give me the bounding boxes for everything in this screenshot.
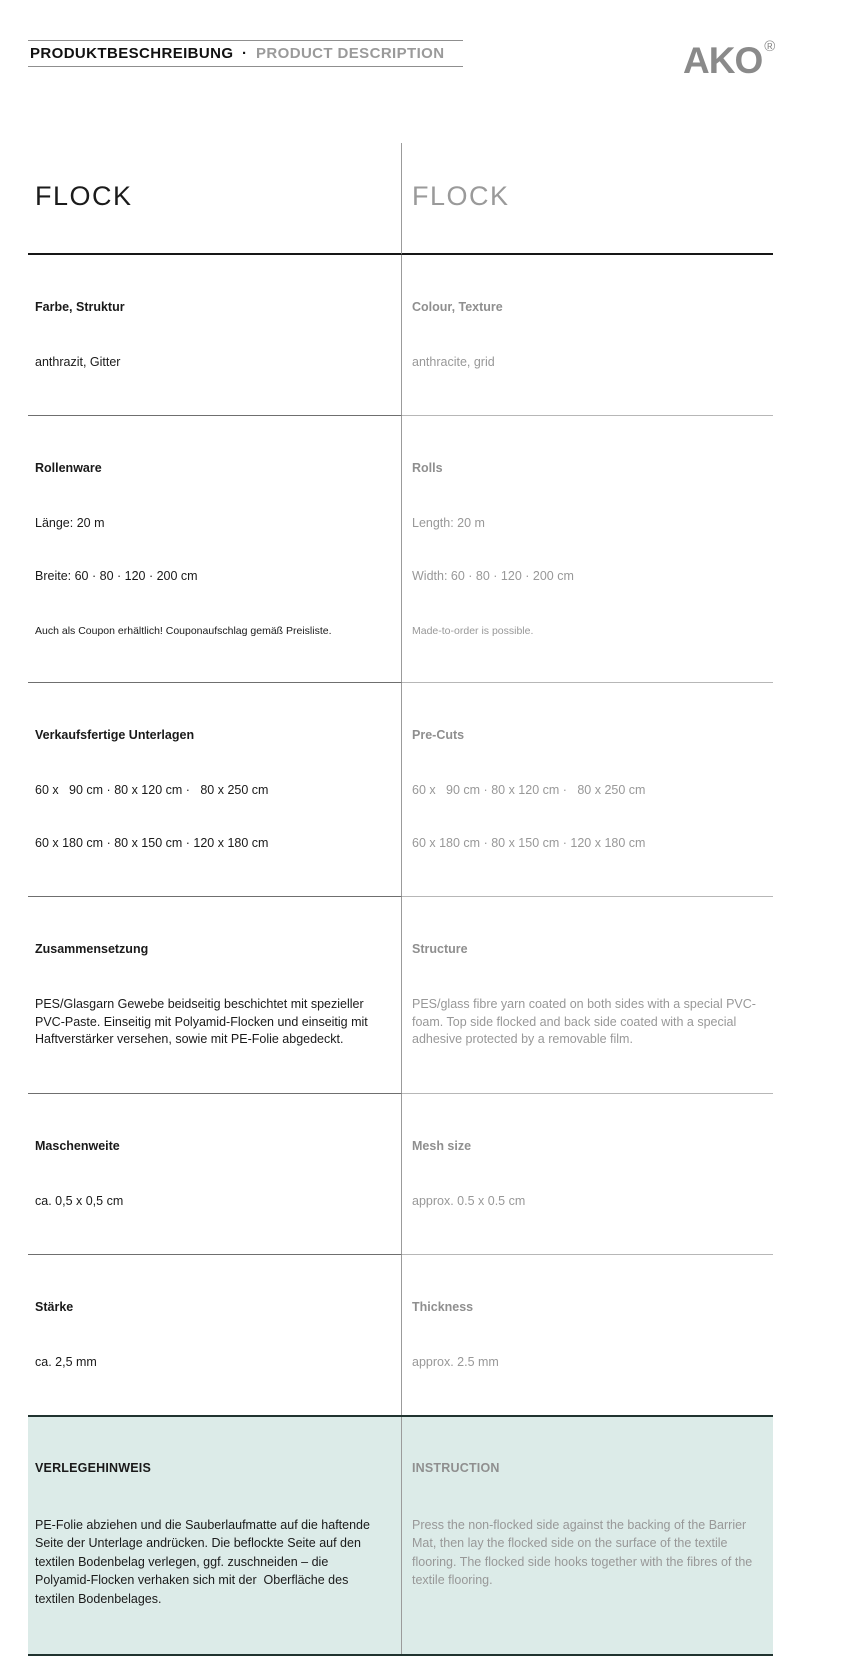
product-title-cell-en	[402, 143, 773, 255]
colour-texture-de	[28, 255, 402, 416]
product-title-german: FLOCK	[35, 181, 385, 211]
section-colour-texture	[28, 255, 773, 416]
structure-en	[402, 897, 773, 1094]
mesh-size-en	[402, 1094, 773, 1255]
instruction-heading: VERLEGEHINWEIS	[35, 1461, 385, 1475]
section-mesh-size	[28, 1094, 773, 1255]
structure-de	[28, 897, 402, 1094]
section-heading: Verkaufsfertige Unterlagen	[35, 727, 385, 743]
structure-description: PES/Glasgarn Gewebe beidseitig beschichtet mit spezieller PVC-Paste. Einseitig mit Polyamid-Flocken und einseitig mit Haftverstärker versehen, sowie mit PE-Folie abgedeckt.	[35, 996, 385, 1049]
pre-cuts-en	[402, 683, 773, 897]
structure-description: PES/glass fibre yarn coated on both sides with a special PVC-foam. Top side flocked and back side coated with a special adhesive protected by a removable film.	[412, 996, 771, 1049]
brand-logo	[683, 38, 775, 79]
mesh-size-value: approx. 0.5 x 0.5 cm	[412, 1193, 771, 1210]
page-title-english: PRODUCT DESCRIPTION	[256, 45, 444, 62]
section-heading: Rolls	[412, 460, 771, 476]
mesh-size-de	[28, 1094, 402, 1255]
instruction-text: PE-Folie abziehen und die Sauberlaufmatte auf die haftende Seite der Unterlage andrücken. Die beflockte Seite auf den textilen Bodenbelag verlegen, ggf. zuschneiden – die Polyamid-Flocken verhaken sich mit der Oberfläche des textilen Bodenbelages.	[35, 1516, 385, 1609]
thickness-de	[28, 1255, 402, 1415]
section-heading: Thickness	[412, 1299, 771, 1315]
mesh-size-value: ca. 0,5 x 0,5 cm	[35, 1193, 385, 1210]
roll-length: Length: 20 m	[412, 515, 771, 532]
section-heading: Mesh size	[412, 1138, 771, 1154]
section-heading: Structure	[412, 941, 771, 957]
rolls-de	[28, 416, 402, 683]
section-pre-cuts	[28, 683, 773, 897]
section-structure	[28, 897, 773, 1094]
thickness-value: approx. 2.5 mm	[412, 1354, 771, 1371]
coupon-note: Auch als Coupon erhältlich! Couponaufschlag gemäß Preisliste.	[35, 624, 385, 638]
product-title-english: FLOCK	[412, 181, 771, 211]
page-header	[28, 40, 463, 67]
instruction-highlight-row	[28, 1415, 773, 1656]
section-value: anthrazit, Gitter	[35, 354, 385, 371]
pre-cut-sizes-line2: 60 x 180 cm · 80 x 150 cm · 120 x 180 cm	[35, 835, 385, 852]
thickness-value: ca. 2,5 mm	[35, 1354, 385, 1371]
section-heading: Colour, Texture	[412, 299, 771, 315]
roll-length: Länge: 20 m	[35, 515, 385, 532]
product-title-cell-de	[28, 143, 402, 255]
instruction-heading: INSTRUCTION	[412, 1461, 767, 1475]
colour-texture-en	[402, 255, 773, 416]
roll-widths: Breite: 60 · 80 · 120 · 200 cm	[35, 568, 385, 585]
section-heading: Stärke	[35, 1299, 385, 1315]
section-heading: Pre-Cuts	[412, 727, 771, 743]
section-heading: Rollenware	[35, 460, 385, 476]
pre-cut-sizes-line1: 60 x 90 cm · 80 x 120 cm · 80 x 250 cm	[412, 782, 771, 799]
instruction-en	[402, 1417, 773, 1655]
thickness-en	[402, 1255, 773, 1415]
pre-cuts-de	[28, 683, 402, 897]
page-title	[30, 45, 463, 62]
product-title-row	[28, 143, 773, 255]
page-title-german: PRODUKTBESCHREIBUNG	[30, 45, 233, 62]
pre-cut-sizes-line2: 60 x 180 cm · 80 x 150 cm · 120 x 180 cm	[412, 835, 771, 852]
registered-trademark-icon: ®	[764, 38, 775, 55]
rolls-en	[402, 416, 773, 683]
made-to-order-note: Made-to-order is possible.	[412, 624, 771, 638]
section-thickness	[28, 1255, 773, 1415]
section-rolls	[28, 416, 773, 683]
section-value: anthracite, grid	[412, 354, 771, 371]
instruction-de	[28, 1417, 402, 1655]
section-heading: Maschenweite	[35, 1138, 385, 1154]
product-spec-table	[28, 143, 773, 1656]
section-heading: Farbe, Struktur	[35, 299, 385, 315]
title-separator-dot: ·	[238, 45, 251, 62]
pre-cut-sizes-line1: 60 x 90 cm · 80 x 120 cm · 80 x 250 cm	[35, 782, 385, 799]
ako-logo-text: AKO	[683, 40, 762, 81]
instruction-text: Press the non-flocked side against the backing of the Barrier Mat, then lay the flocked side on the surface of the textile flooring. The flocked side hooks together with the fibres of the textile flooring.	[412, 1516, 767, 1590]
roll-widths: Width: 60 · 80 · 120 · 200 cm	[412, 568, 771, 585]
section-heading: Zusammensetzung	[35, 941, 385, 957]
